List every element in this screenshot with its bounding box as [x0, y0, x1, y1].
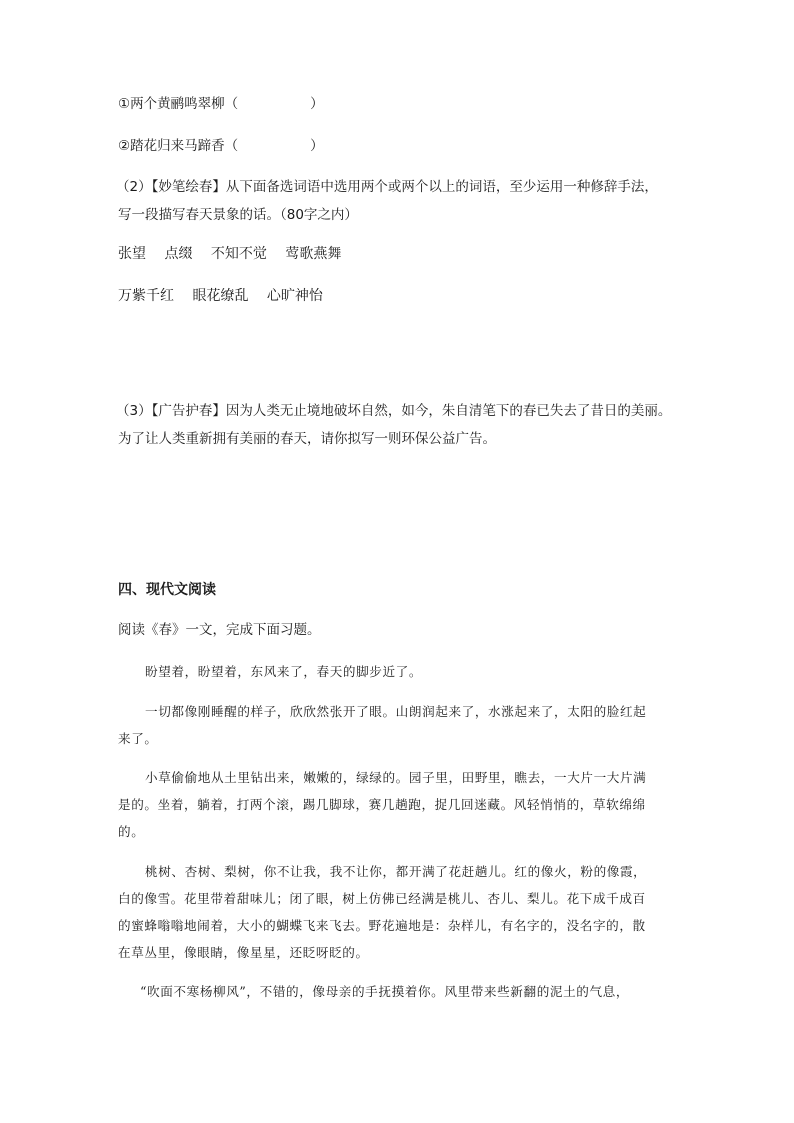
passage-p3-line-1: 小草偷偷地从土里钻出来，嫩嫩的，绿绿的。园子里，田野里，瞧去，一大片一大片满 — [145, 770, 647, 785]
passage-p5-line-1: “吹面不寒杨柳风”，不错的，像母亲的手抚摸着你。风里带来些新翻的泥土的气息， — [140, 984, 630, 999]
q2-prompt-line-1: （2）【妙笔绘春】从下面备选词语中选用两个或两个以上的词语，至少运用一种修辞手法， — [116, 179, 658, 195]
word-option: 眼花缭乱 — [192, 288, 249, 304]
passage-p4-line-2: 白的像雪。花里带着甜味儿；闭了眼，树上仿佛已经满是桃儿、杏儿、梨儿。花下成千成百 — [118, 891, 646, 906]
q1-item-1-text: ①两个黄鹂鸣翠柳（ — [118, 96, 239, 112]
q1-item-2-text: ②踏花归来马蹄香（ — [118, 138, 239, 154]
passage-paragraph-1: 盼望着，盼望着，东风来了，春天的脚步近了。 — [145, 664, 423, 679]
passage-p3-line-3: 的。 — [118, 824, 145, 839]
q1-item-1 — [118, 94, 324, 114]
word-option: 万紫千红 — [118, 288, 174, 304]
q1-item-1-close: ） — [310, 96, 324, 112]
word-option: 莺歌燕舞 — [285, 246, 342, 262]
word-option: 点缀 — [164, 246, 193, 262]
q2-word-list-1 — [118, 244, 355, 264]
word-option: 不知不觉 — [210, 246, 267, 262]
q2-prompt-line-2: 写一段描写春天景象的话。（80字之内） — [118, 207, 358, 223]
section-instruction: 阅读《春》一文，完成下面习题。 — [118, 622, 321, 638]
passage-p4-line-4: 在草丛里，像眼睛，像星星，还眨呀眨的。 — [118, 945, 369, 960]
passage-p4-line-3: 的蜜蜂嗡嗡地闹着，大小的蝴蝶飞来飞去。野花遍地是：杂样儿，有名字的，没名字的，散 — [118, 918, 646, 933]
q1-item-2-close: ） — [310, 138, 324, 154]
word-option: 心旷神怡 — [266, 288, 323, 304]
section-title: 四、现代文阅读 — [118, 582, 216, 598]
q3-prompt-line-1: （3）【广告护春】因为人类无止境地破坏自然，如今，朱自清笔下的春已失去了昔日的美丽。 — [116, 403, 672, 419]
word-option: 张望 — [118, 246, 146, 262]
passage-p2-line-2: 来了。 — [118, 731, 158, 746]
q2-word-list-2 — [118, 286, 337, 306]
passage-p3-line-2: 是的。坐着，躺着，打两个滚，踢几脚球，赛几趟跑，捉几回迷藏。风轻悄悄的，草软绵绵 — [118, 797, 646, 812]
q1-item-2 — [118, 136, 324, 156]
passage-p4-line-1: 桃树、杏树、梨树，你不让我，我不让你，都开满了花赶趟儿。红的像火，粉的像霞， — [145, 864, 647, 879]
q3-prompt-line-2: 为了让人类重新拥有美丽的春天，请你拟写一则环保公益广告。 — [118, 431, 496, 447]
passage-p2-line-1: 一切都像刚睡醒的样子，欣欣然张开了眼。山朗润起来了，水涨起来了，太阳的脸红起 — [145, 704, 647, 719]
